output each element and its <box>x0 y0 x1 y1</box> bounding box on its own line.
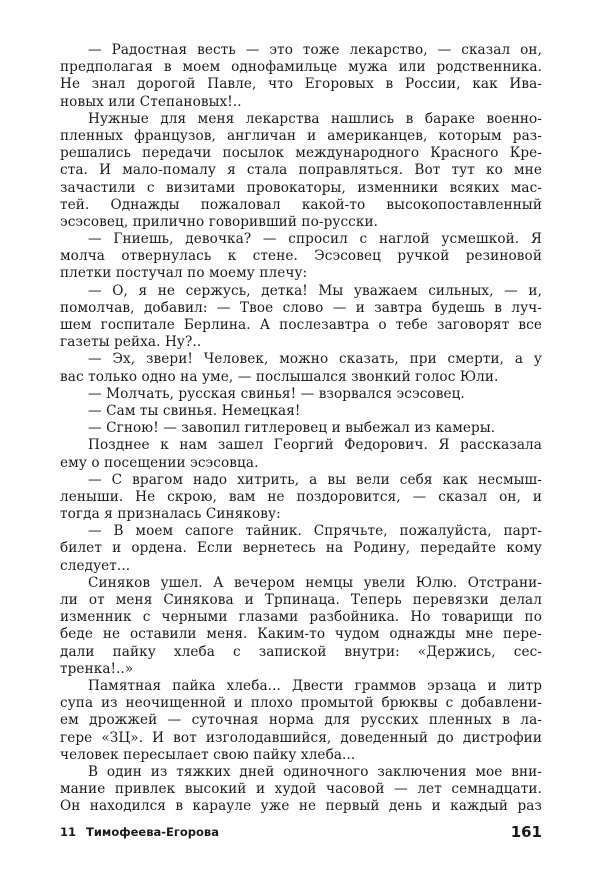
text-line: следует... <box>60 557 131 574</box>
text-line: зачастили с визитами провокаторы, изменники всяких мас- <box>60 179 542 196</box>
text-line: Позднее к нам зашел Георгий Федорович. Я рассказала <box>88 437 542 454</box>
text-line: Памятная пайка хлеба... Двести граммов эрзаца и литр <box>88 677 542 694</box>
text-line: человек пересылает свою пайку хлеба... <box>60 746 356 763</box>
text-line: предполагая в моем однофамильце мужа или родственника. <box>60 59 542 76</box>
text-line: эсэсовец, прилично говоривший по-русски. <box>60 213 379 230</box>
text-line: пленных французов, англичан и американцев, которым раз- <box>60 127 542 144</box>
text-line: шем госпитале Берлина. А послезавтра о тебе заговорят все <box>60 317 542 333</box>
text-line: леныши. Не скрою, вам не поздоровится, — сказал он, и <box>60 488 542 505</box>
text-line: — Сам ты свинья. Немецкая! <box>88 402 301 419</box>
text-line: Нужные для меня лекарства нашлись в бараке военно- <box>88 110 542 127</box>
text-line: решались передачи посылок международного Красного Кре- <box>60 145 542 162</box>
text-line: — Радостная весть — это тоже лекарство, — сказал он, <box>88 42 542 58</box>
text-line: ему о посещении эсэсовца. <box>60 454 259 471</box>
text-line: — Молчать, русская свинья! — взорвался эсэсовец. <box>88 385 465 402</box>
text-line: молча отвернулась к стене. Эсэсовец ручкой резиновой <box>60 248 542 265</box>
text-line: изменник с черными глазами разбойника. Но товарищи по <box>60 609 542 626</box>
text-line: тей. Однажды пожаловал какой-то высокопоставленный <box>60 196 542 213</box>
text-line: — Сгною! — завопил гитлеровец и выбежал из камеры. <box>88 420 496 437</box>
text-line: В один из тяжких дней одиночного заключения мое вни- <box>88 763 542 780</box>
text-line: — О, я не сержусь, детка! Мы уважаем сильных, — и, <box>88 282 542 299</box>
text-line: новых или Степановых!.. <box>60 93 242 110</box>
text-line: ли от меня Синякова и Трпинаца. Теперь перевязки делал <box>60 592 542 608</box>
text-line: Он находился в карауле уже не первый день и каждый раз <box>60 798 542 815</box>
text-line: ем дрожжей — суточная норма для русских пленных в ла- <box>60 712 542 729</box>
page-body <box>60 42 542 815</box>
text-line: ста. И мало-помалу я стала поправляться. Вот тут ко мне <box>60 162 542 179</box>
text-line: — В моем сапоге тайник. Спрячьте, пожалуйста, парт- <box>88 523 542 540</box>
text-line: беде не оставили меня. Каким-то чудом однажды мне пере- <box>60 626 542 643</box>
text-line: дали пайку хлеба с запиской внутри: «Держись, сес- <box>60 643 542 660</box>
text-line: — Эх, звери! Человек, можно сказать, при смерти, а у <box>88 351 542 368</box>
text-line: тренка!..» <box>60 660 134 677</box>
signature-number: 11 <box>60 825 77 839</box>
text-line: — С врагом надо хитрить, а вы вели себя как несмыш- <box>88 471 542 488</box>
text-line: супа из неочищенной и плохо промытой брюквы с добавлени- <box>60 695 542 712</box>
text-line: Не знал дорогой Павле, что Егоровых в России, как Ива- <box>60 76 542 93</box>
text-line: — Гниешь, девочка? — спросил с наглой усмешкой. Я <box>88 231 542 248</box>
text-line: газеты рейха. Ну?.. <box>60 334 202 351</box>
text-line: тогда я призналась Синякову: <box>60 506 281 523</box>
text-line: помолчав, добавил: — Твое слово — и завтра будешь в луч- <box>60 299 542 316</box>
text-line: билет и ордена. Если вернетесь на Родину, передайте кому <box>60 540 542 557</box>
text-line: вас только одно на уме, — послышался звонкий голос Юли. <box>60 368 499 385</box>
signature-name: Тимофеева-Егорова <box>86 825 219 839</box>
text-line: гере «ЗЦ». И вот изголодавшийся, доведенный до дистрофии <box>60 729 542 746</box>
page-number: 161 <box>510 823 542 841</box>
text-line: мание привлек высокий и худой часовой — лет семнадцати. <box>60 781 542 798</box>
text-line: Синяков ушел. А вечером немцы увели Юлю. Отстрани- <box>88 574 542 591</box>
printer-signature <box>60 825 219 839</box>
text-line: плетки постучал по моему плечу: <box>60 265 308 282</box>
page-footer <box>60 823 542 843</box>
